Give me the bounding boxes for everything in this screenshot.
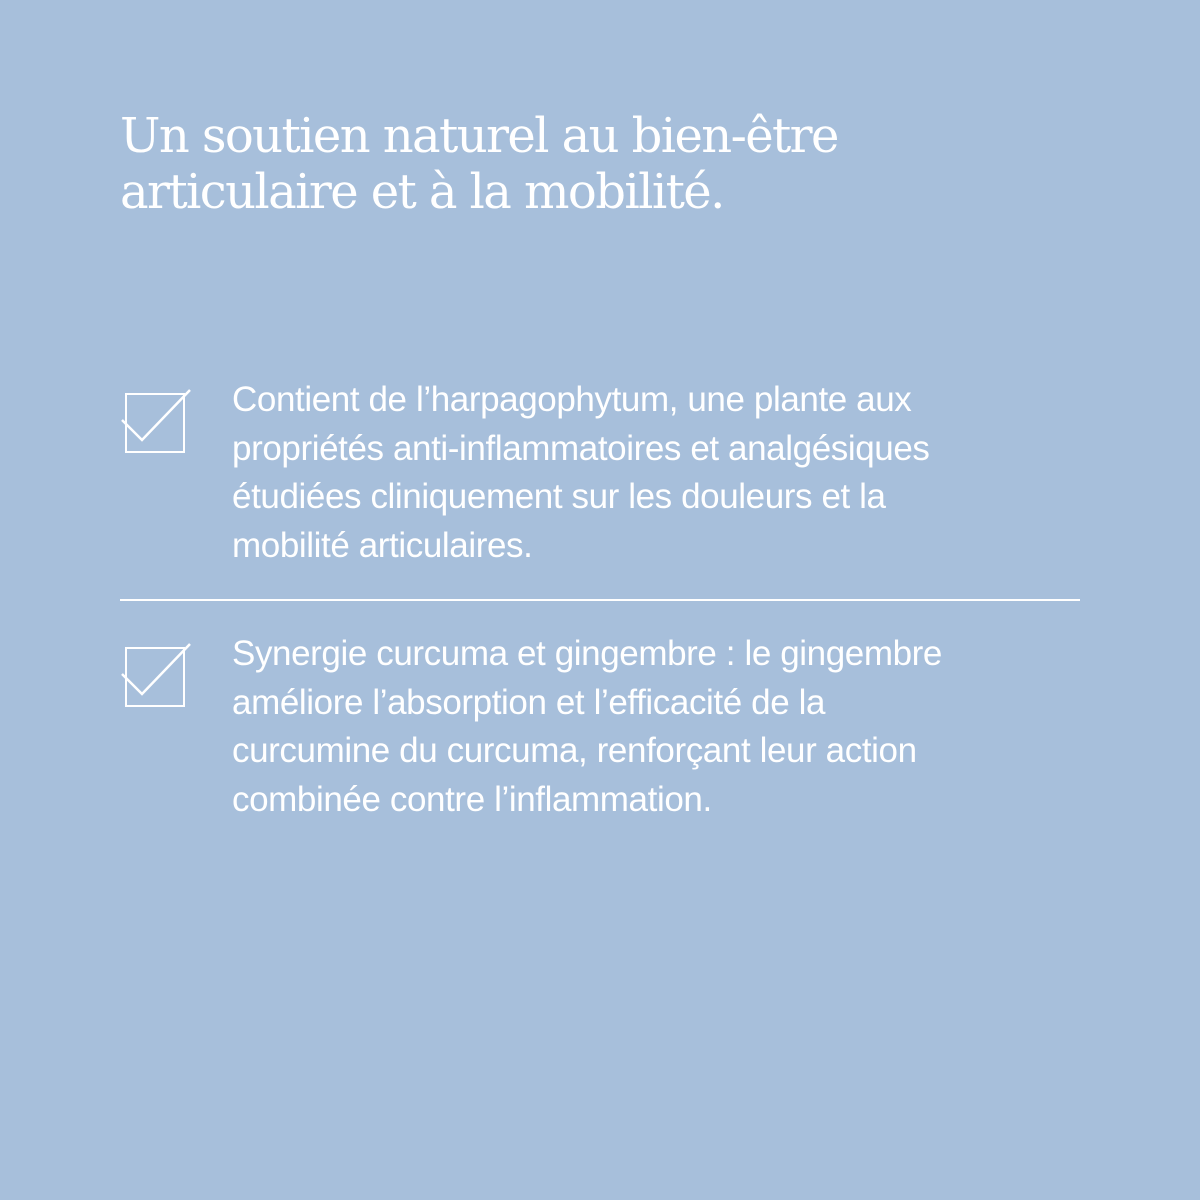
checkbox-checked-icon xyxy=(120,386,192,454)
feature-text-line: combinée contre l’inflammation. xyxy=(232,779,712,819)
headline-line: Un soutien naturel au bien-être xyxy=(120,108,838,164)
feature-text-line: curcumine du curcuma, renforçant leur action xyxy=(232,731,917,770)
feature-text-line: propriétés anti-inflammatoires et analgésiques xyxy=(232,428,930,468)
feature-text-line: améliore l’absorption et l’efficacité de la xyxy=(232,682,826,722)
headline-line: articulaire et à la mobilité. xyxy=(120,164,724,220)
feature-text-line: Contient de l’harpagophytum, une plante aux xyxy=(232,380,912,419)
feature-text-line: Synergie curcuma et gingembre : le gingembre xyxy=(232,634,943,673)
feature-text-line: mobilité articulaires. xyxy=(232,525,533,565)
headline xyxy=(120,108,1080,220)
feature-text-line: étudiées cliniquement sur les douleurs et la xyxy=(232,477,886,516)
checkbox-checked-icon xyxy=(120,640,192,708)
feature-text xyxy=(232,376,1080,570)
divider xyxy=(120,599,1080,601)
feature-text xyxy=(232,630,1080,824)
